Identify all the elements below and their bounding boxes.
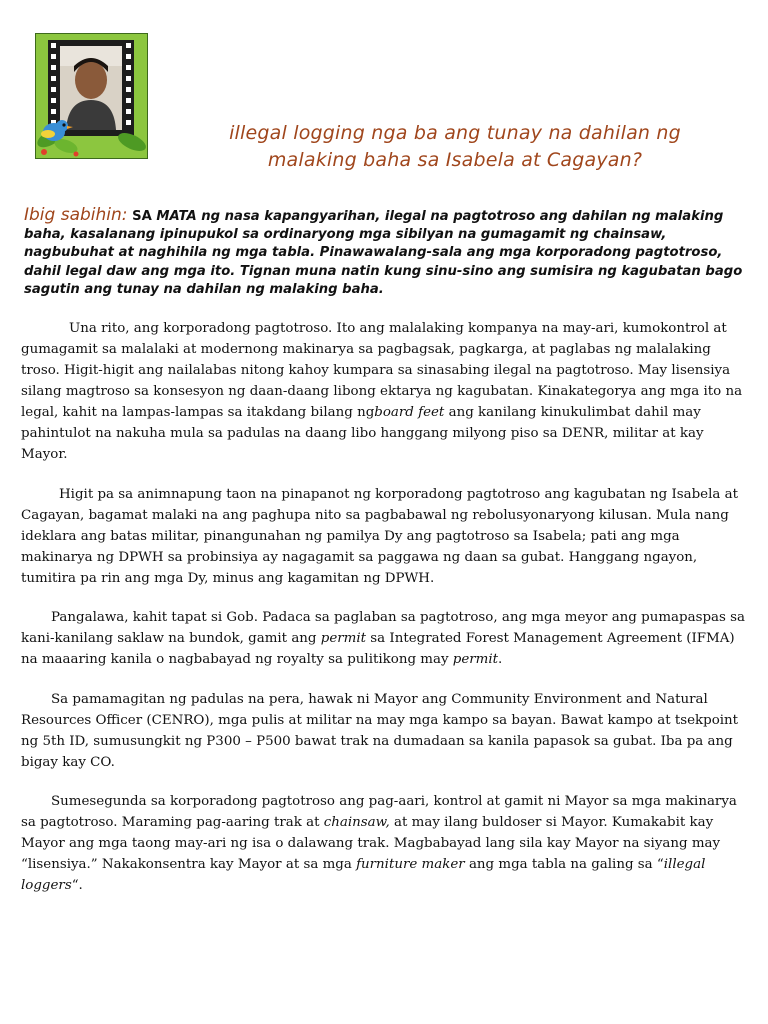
title-line-2: malaking baha sa Isabela at Cagayan? <box>267 149 643 171</box>
paragraph-3-text-a: Pangalawa, kahit tapat si Gob. Padaca sa paglaban sa pagtotroso, ang mga meyor ang pumapaspas sa kani-kanilang saklaw na bundok, gamit ang <box>21 610 745 646</box>
paragraph-3-emphasis-1: permit <box>320 631 367 646</box>
summary-lead: Ibig sabihin: <box>24 205 128 225</box>
author-photo <box>35 33 148 159</box>
author-photo-frame-icon <box>36 34 147 158</box>
paragraph-3-emphasis-2: permit <box>452 652 499 667</box>
summary-text: MATA ng nasa kapangyarihan, ilegal na pagtotroso ang dahilan ng malaking baha, kasalanang ipinupukol sa ordinaryong mga sibilyan na gumagamit ng chainsaw, nagbubuhat at naghihila ng mga tabla. Pinawawalang-sala ang mga korporadong pagtotroso, dahil legal daw ang mga ito. Tignan muna natin kung sinu-sino ang sumisira ng kagubatan bago sagutin ang tunay na dahilan ng malaking baha. <box>24 209 743 297</box>
paragraph-5-emphasis-1: chainsaw, <box>323 815 390 830</box>
paragraph-1-emphasis: board feet <box>374 405 445 420</box>
paragraph-1 <box>21 318 746 465</box>
paragraph-3-text-b: sa Integrated Forest Management Agreement (IFMA) na maaaring kanila o nagbabayad ng royalty sa pulitikong may <box>21 631 735 667</box>
paragraph-3 <box>21 607 746 670</box>
paragraph-5-text-b: at may ilang buldoser si Mayor. Kumakabit kay Mayor ang mga taong may-ari ng isa o dalawang trak. Magbabayad lang sila kay Mayor na siyang may “lisensiya.” Nakakonsentra kay Mayor at sa mga <box>21 815 721 872</box>
paragraph-5-emphasis-3: illegal loggers <box>21 857 706 893</box>
paragraph-5-text-a: Sumesegunda sa korporadong pagtotroso ang pag-aari, kontrol at gamit ni Mayor sa mga makinarya sa pagtotroso. Maraming pag-aaring trak at <box>21 794 737 830</box>
paragraph-3-text-c: . <box>498 652 503 667</box>
paragraph-5-emphasis-2: furniture maker <box>356 857 465 872</box>
article-title <box>160 120 750 174</box>
summary-sa: SA <box>132 209 152 224</box>
paragraph-4: Sa pamamagitan ng padulas na pera, hawak ni Mayor ang Community Environment and Natural Resources Officer (CENRO), mga pulis at militar na may mga kampo sa bayan. Bawat kampo at tsekpoint ng 5th ID, sumusungkit ng P300 – P500 bawat trak na dumadaan sa kanila papasok sa gubat. Iba pa ang bigay kay CO. <box>21 691 739 770</box>
paragraph-2: Higit pa sa animnapung taon na pinapanot ng korporadong pagtotroso ang kagubatan ng Isabela at Cagayan, bagamat malaki na ang paghupa nito sa pagbabawal ng rebolusyonaryong kilusan. Mula nang ideklara ang batas militar, pinangunahan ng pamilya Dy ang pagtotroso sa Isabela; pati ang mga makinarya ng DPWH sa probinsiya ay nagagamit sa paggawa ng daan sa gubat. Hanggang ngayon, tumitira pa rin ang mga Dy, minus ang kagamitan ng DPWH. <box>21 486 738 586</box>
paragraph-1-text-a: Una rito, ang korporadong pagtotroso. Ito ang malalaking kompanya na may-ari, kumokontrol at gumagamit sa malalaki at modernong makinarya sa pagbagsak, pagkarga, at paglabas ng malalaking troso. Higit-higit ang nailalabas nitong kahoy kumpara sa sinasabing ilegal na pagtotroso. May lisensiya silang magtroso sa konsesyon ng daan-daang libong ektarya ng kagubatan. Kinakategorya ang mga ito na legal, kahit na lampas-lampas sa itakdang bilang ng <box>21 321 743 420</box>
paragraph-5-text-c: ang mga tabla na galing sa “ <box>464 857 664 872</box>
title-line-1: illegal logging nga ba ang tunay na dahilan ng <box>229 122 681 144</box>
paragraph-5-text-d: “. <box>71 878 83 893</box>
article-body <box>21 318 746 915</box>
paragraph-5 <box>21 791 746 896</box>
paragraph-1-text-b: ang kanilang kinukulimbat dahil may pahintulot na nakuha mula sa padulas na daang libo hanggang milyong piso sa DENR, militar at kay Mayor. <box>21 405 704 462</box>
summary-paragraph <box>24 206 744 299</box>
